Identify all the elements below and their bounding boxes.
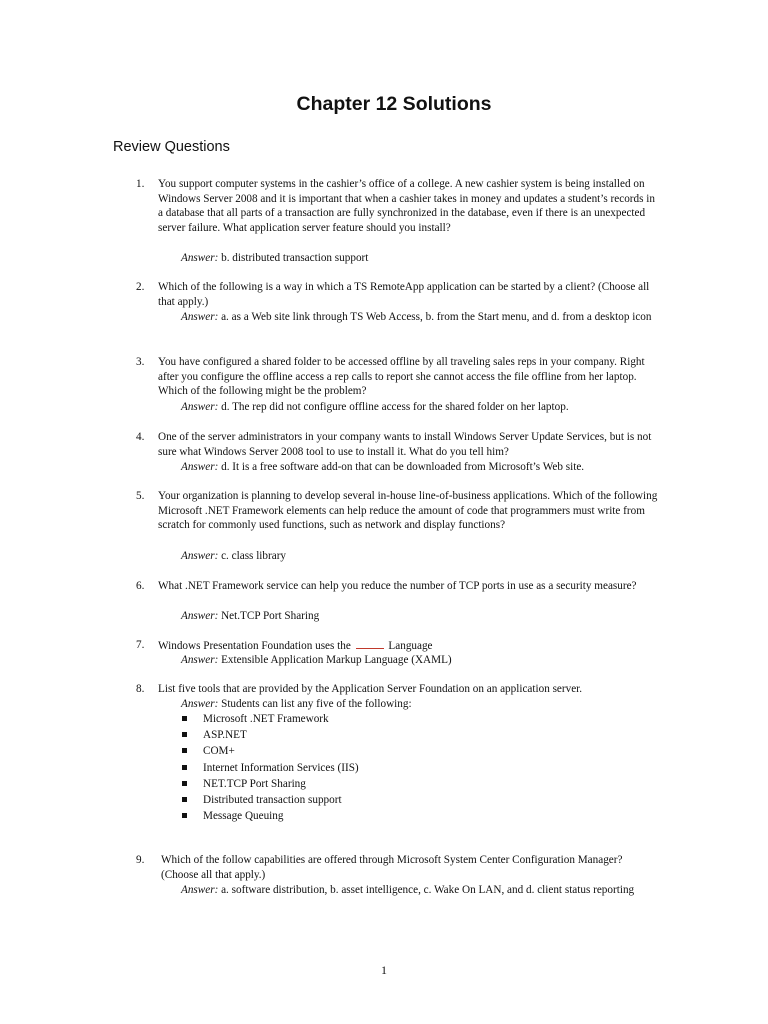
bullet-square-icon <box>182 765 187 770</box>
answer <box>181 883 656 898</box>
answer <box>181 251 656 266</box>
list-item <box>181 777 359 793</box>
answer-label: Answer: <box>181 311 219 323</box>
answer-text: d. The rep did not configure offline access for the shared folder on her laptop. <box>221 401 569 413</box>
list-item <box>181 809 359 825</box>
question-number: 3. <box>136 356 145 368</box>
answer-label: Answer: <box>181 550 219 562</box>
answer-text: Extensible Application Markup Language (XAML) <box>221 654 452 666</box>
question-text <box>158 638 658 654</box>
question-number: 7. <box>136 639 145 651</box>
answer-label: Answer: <box>181 252 219 264</box>
answer-text: d. It is a free software add-on that can be downloaded from Microsoft’s Web site. <box>221 461 585 473</box>
question-text: What .NET Framework service can help you reduce the number of TCP ports in use as a security measure? <box>158 580 637 592</box>
bullet-square-icon <box>182 748 187 753</box>
question-text-before-blank: Windows Presentation Foundation uses the <box>158 640 351 652</box>
answer-text: Net.TCP Port Sharing <box>221 610 320 622</box>
bullet-square-icon <box>182 813 187 818</box>
question-number: 4. <box>136 431 145 443</box>
fill-in-blank <box>356 638 384 649</box>
tools-list <box>181 712 359 825</box>
question-text-after-blank: Language <box>388 640 433 652</box>
list-item <box>181 728 359 744</box>
question-text: Your organization is planning to develop several in-house line-of-business applications. Which of the following Microsoft .NET Framework elements can help reduce the amount of code that programmers must write from scratch for commonly used functions, such as network and display functions? <box>158 490 658 532</box>
question-text: Which of the following is a way in which a TS RemoteApp application can be started by a client? (Choose all that apply.) <box>158 281 650 308</box>
answer-text: Students can list any five of the following: <box>221 698 412 710</box>
question-number: 2. <box>136 281 145 293</box>
answer-text: b. distributed transaction support <box>221 252 369 264</box>
answer <box>181 310 656 325</box>
question-text: Which of the follow capabilities are offered through Microsoft System Center Configuration Manager? (Choose all that apply.) <box>161 854 623 881</box>
answer-label: Answer: <box>181 698 219 710</box>
question-number: 9. <box>136 854 145 866</box>
question-number: 6. <box>136 580 145 592</box>
question-text: You have configured a shared folder to be accessed offline by all traveling sales reps in your company. Right after you configure the offline access a rep calls to report she cannot access the file offline from her laptop. Which of the following might be the problem? <box>158 356 645 398</box>
section-heading: Review Questions <box>113 139 230 155</box>
question-text: One of the server administrators in your company wants to install Windows Server Update Services, but is not sure what Windows Server 2008 tool to use to install it. What do you tell him? <box>158 431 652 458</box>
list-item <box>181 793 359 809</box>
answer <box>181 460 656 475</box>
list-item-text: Distributed transaction support <box>203 793 342 806</box>
answer <box>181 697 656 712</box>
list-item-text: NET.TCP Port Sharing <box>203 777 306 790</box>
list-item-text: COM+ <box>203 745 235 758</box>
bullet-square-icon <box>182 797 187 802</box>
question-text: You support computer systems in the cashier’s office of a college. A new cashier system is being installed on Windows Server 2008 and it is important that when a cashier takes in money and updates a student’s records in a database that all parts of a transaction are fully synchronized in the database, even if there is an unexpected server failure. What application server feature should you install? <box>158 178 655 235</box>
bullet-square-icon <box>182 716 187 721</box>
answer-text: a. software distribution, b. asset intelligence, c. Wake On LAN, and d. client status reporting <box>221 884 635 896</box>
question-number: 5. <box>136 490 145 502</box>
answer <box>181 609 656 624</box>
answer <box>181 653 656 668</box>
question-text: List five tools that are provided by the Application Server Foundation on an application server. <box>158 683 583 695</box>
answer-text: c. class library <box>221 550 287 562</box>
answer-label: Answer: <box>181 461 219 473</box>
bullet-square-icon <box>182 781 187 786</box>
list-item-text: Internet Information Services (IIS) <box>203 761 359 774</box>
list-item <box>181 744 359 760</box>
answer-label: Answer: <box>181 884 219 896</box>
question-number: 1. <box>136 178 145 190</box>
question-number: 8. <box>136 683 145 695</box>
list-item-text: Message Queuing <box>203 810 284 823</box>
page-number: 1 <box>381 963 387 977</box>
answer-text: a. as a Web site link through TS Web Access, b. from the Start menu, and d. from a desktop icon <box>221 311 652 323</box>
list-item <box>181 712 359 728</box>
answer-label: Answer: <box>181 401 219 413</box>
answer-label: Answer: <box>181 654 219 666</box>
list-item-text: ASP.NET <box>203 729 247 742</box>
answer-label: Answer: <box>181 610 219 622</box>
answer <box>181 400 656 415</box>
page-title: Chapter 12 Solutions <box>296 93 492 115</box>
answer <box>181 549 656 564</box>
bullet-square-icon <box>182 732 187 737</box>
list-item <box>181 761 359 777</box>
list-item-text: Microsoft .NET Framework <box>203 713 329 725</box>
